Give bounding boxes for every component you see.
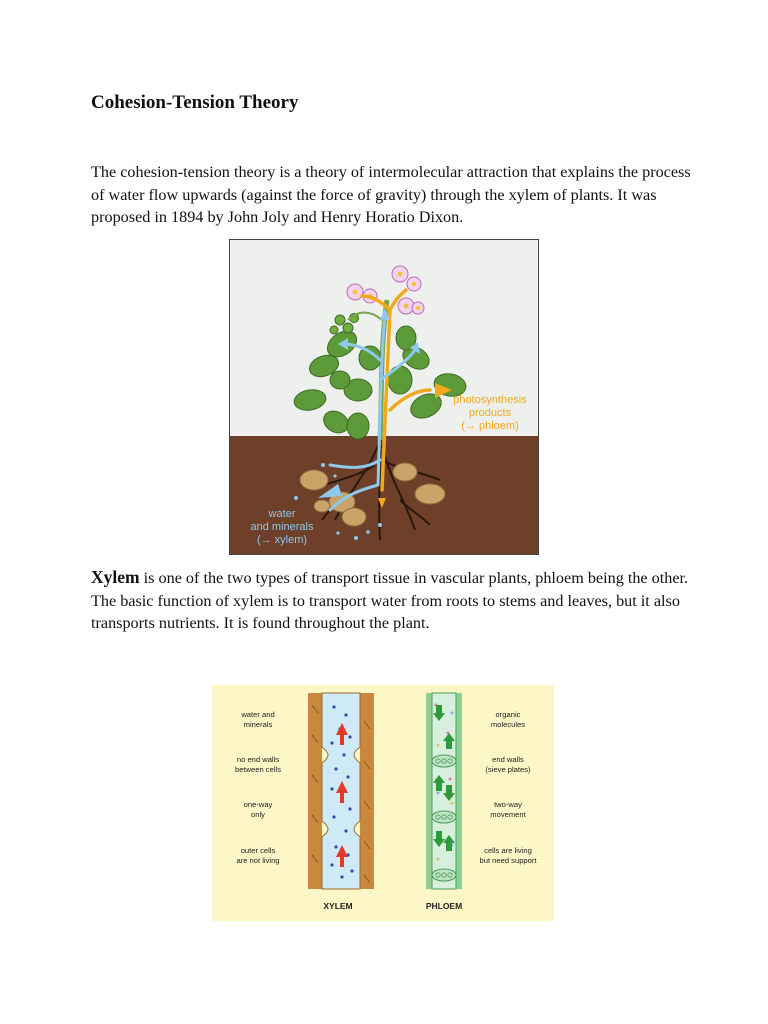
water-label-2: and minerals <box>250 521 314 533</box>
label-two-way-1: two-way <box>494 800 522 809</box>
label-living-1: cells are living <box>484 846 532 855</box>
photosynthesis-label-3: (→ phloem) <box>461 420 519 432</box>
water-label-3: (→ xylem) <box>256 534 308 546</box>
label-one-way-1: one-way <box>243 800 273 809</box>
label-organic-2: molecules <box>490 720 526 729</box>
photosynthesis-label-1: photosynthesis <box>453 394 527 406</box>
label-outer-cells-2: are not living <box>236 856 280 865</box>
label-no-end-walls-1: no end walls <box>236 755 280 764</box>
label-water-minerals-1: water and <box>241 710 275 719</box>
xylem-tube <box>308 693 374 889</box>
label-outer-cells-1: outer cells <box>240 846 276 855</box>
page-title: Cohesion-Tension Theory <box>91 92 299 113</box>
xylem-phloem-figure <box>212 685 554 921</box>
xylem-label: XYLEM <box>323 901 353 911</box>
label-two-way-2: movement <box>490 810 526 819</box>
plant-transport-figure <box>229 239 539 555</box>
intro-paragraph: The cohesion-tension theory is a theory of intermolecular attraction that explains the process of water flow upwards (against the force of gravity) through the xylem of plants. It was proposed in 1894 by John Joly and Henry Horatio Dixon. <box>91 163 691 226</box>
water-label-1: water <box>268 508 296 520</box>
label-water-minerals-2: minerals <box>243 720 273 729</box>
phloem-label: PHLOEM <box>425 901 463 911</box>
label-organic-1: organic <box>495 710 521 719</box>
label-end-walls-1: end walls <box>492 755 524 764</box>
label-no-end-walls-2: between cells <box>234 765 282 774</box>
xylem-description: is one of the two types of transport tissue in vascular plants, phloem being the other. The basic function of xylem is to transport water from roots to stems and leaves, but it also transports nutrients. It is found throughout the plant. <box>91 569 689 632</box>
xylem-term: Xylem <box>91 567 140 587</box>
phloem-tube <box>426 693 462 889</box>
photosynthesis-label-2: products <box>468 407 512 419</box>
label-end-walls-2: (sieve plates) <box>485 765 531 774</box>
label-living-2: but need support <box>479 856 537 865</box>
label-one-way-2: only <box>251 810 265 819</box>
xylem-paragraph <box>91 566 691 635</box>
